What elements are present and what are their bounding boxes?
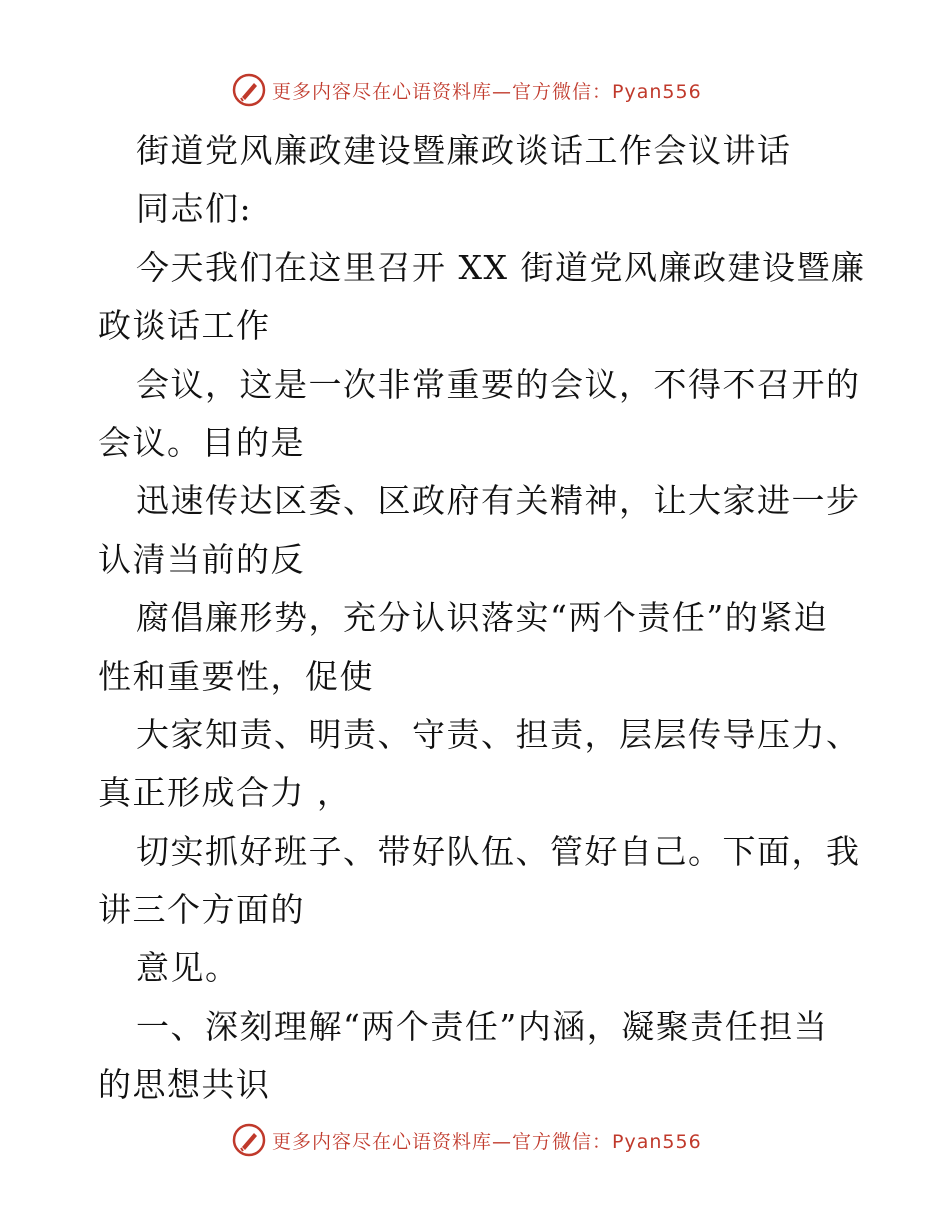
text-line: 大家知责、明责、守责、担责，层层传导压力、: [136, 714, 861, 754]
header-watermark: [232, 72, 752, 108]
watermark-text: 更多内容尽在心语资料库—官方微信：Pyan556: [272, 1130, 702, 1153]
section-heading-continued: 的思想共识: [98, 1065, 271, 1105]
document-body: [98, 122, 866, 1115]
footer-watermark: [232, 1122, 752, 1158]
text-line: 今天我们在这里召开 XX 街道党风廉政建设暨廉: [136, 247, 866, 287]
pen-logo-icon: [232, 73, 266, 107]
text-line: 腐倡廉形势，充分认识落实“两个责任”的紧迫: [136, 598, 829, 638]
watermark-text: 更多内容尽在心语资料库—官方微信：Pyan556: [272, 80, 702, 103]
text-line: 认清当前的反: [98, 539, 305, 579]
text-line: 真正形成合力 ，: [98, 773, 352, 813]
text-line: 切实抓好班子、带好队伍、管好自己。下面，我: [136, 831, 861, 871]
text-line: 会议。目的是: [98, 422, 305, 462]
text-line: 意见。: [136, 948, 240, 988]
text-line: 讲三个方面的: [98, 890, 305, 930]
section-heading: 一、深刻理解“两个责任”内涵，凝聚责任担当: [136, 1006, 829, 1046]
salutation: 同志们:: [136, 189, 253, 229]
text-line: 政谈话工作: [98, 306, 271, 346]
document-title: 街道党风廉政建设暨廉政谈话工作会议讲话: [136, 131, 792, 170]
text-line: 会议，这是一次非常重要的会议，不得不召开的: [136, 364, 861, 404]
text-line: 性和重要性，促使: [98, 656, 374, 696]
text-line: 迅速传达区委、区政府有关精神，让大家进一步: [136, 481, 861, 521]
pen-logo-icon: [232, 1123, 266, 1157]
